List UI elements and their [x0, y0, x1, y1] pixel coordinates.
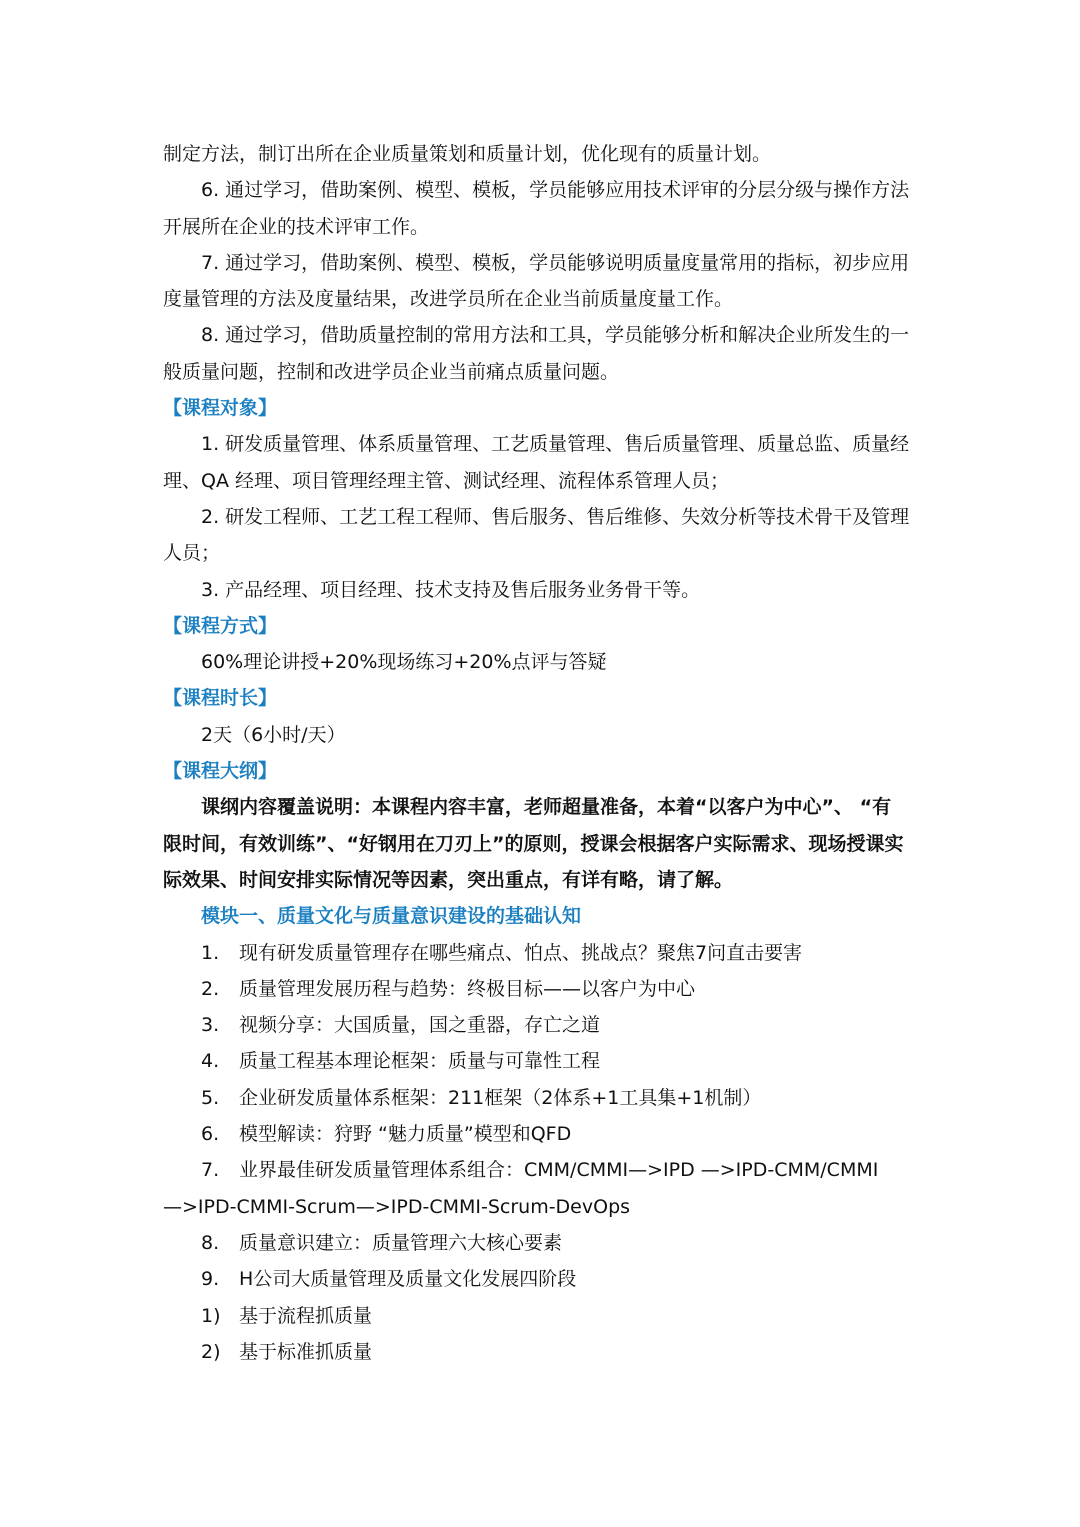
- list-item-continuation: —>IPD-CMMI-Scrum—>IPD-CMMI-Scrum-DevOps: [163, 1195, 631, 1218]
- module-title: 模块一、质量文化与质量意识建设的基础认知: [201, 905, 582, 928]
- list-text: 业界最佳研发质量管理体系组合：CMM/CMMI—>IPD —>IPD-CMM/CMMI: [239, 1159, 879, 1182]
- list-text: H公司大质量管理及质量文化发展四阶段: [239, 1268, 577, 1291]
- section-heading-target: 【课程对象】: [163, 397, 278, 420]
- list-text: 现有研发质量管理存在哪些痛点、怕点、挑战点？聚焦7问直击要害: [239, 941, 803, 964]
- list-item: [163, 1261, 918, 1297]
- target-2: 2. 研发工程师、工艺工程工程师、售后服务、售后维修、失效分析等技术骨干及管理: [201, 505, 910, 528]
- list-number: 4.: [201, 1050, 220, 1073]
- list-text: 质量管理发展历程与趋势：终极目标——以客户为中心: [239, 977, 696, 1000]
- text-line: 制定方法，制订出所在企业质量策划和质量计划，优化现有的质量计划。: [163, 143, 772, 165]
- list-item: [163, 1225, 918, 1261]
- list-number: 2.: [201, 977, 220, 1000]
- target-1: 1. 研发质量管理、体系质量管理、工艺质量管理、售后质量管理、质量总监、质量经: [201, 433, 910, 456]
- outline-note: 课纲内容覆盖说明：本课程内容丰富，老师超量准备，本着“以客户为中心”、 “有: [201, 796, 892, 819]
- text-line: 般质量问题，控制和改进学员企业当前痛点质量问题。: [163, 360, 620, 383]
- sub-list-item: [163, 1334, 918, 1370]
- list-number: 1.: [201, 941, 220, 964]
- list-item: [163, 1116, 918, 1152]
- duration-text: 2天（6小时/天）: [201, 723, 346, 746]
- list-text: 基于流程抓质量: [239, 1304, 373, 1327]
- list-text: 质量工程基本理论框架：质量与可靠性工程: [239, 1050, 601, 1073]
- outline-note-cont: 限时间，有效训练”、“好钢用在刀刃上”的原则，授课会根据客户实际需求、现场授课实: [163, 832, 904, 855]
- list-item: [163, 935, 918, 971]
- text-line: 理、QA 经理、项目管理经理主管、测试经理、流程体系管理人员；: [163, 469, 729, 492]
- document-page: [163, 136, 918, 1370]
- text-line: 人员；: [163, 542, 221, 565]
- list-number: 7.: [201, 1159, 220, 1182]
- list-number: 2): [201, 1340, 221, 1363]
- outline-note-cont: 际效果、时间安排实际情况等因素，突出重点，有详有略，请了解。: [163, 868, 734, 891]
- text-line: 开展所在企业的技术评审工作。: [163, 215, 430, 238]
- text-line: 度量管理的方法及度量结果，改进学员所在企业当前质量度量工作。: [163, 288, 734, 311]
- list-text: 视频分享：大国质量，国之重器，存亡之道: [239, 1014, 601, 1037]
- list-number: 3.: [201, 1014, 220, 1037]
- list-text: 企业研发质量体系框架：211框架（2体系+1工具集+1机制）: [239, 1086, 762, 1109]
- objective-7: 7. 通过学习，借助案例、模型、模板，学员能够说明质量度量常用的指标，初步应用: [201, 251, 910, 274]
- objective-8: 8. 通过学习，借助质量控制的常用方法和工具，学员能够分析和解决企业所发生的一: [201, 324, 910, 347]
- section-heading-method: 【课程方式】: [163, 614, 278, 637]
- section-heading-duration: 【课程时长】: [163, 687, 278, 710]
- list-text: 质量意识建立：质量管理六大核心要素: [239, 1231, 563, 1254]
- list-text: 基于标准抓质量: [239, 1340, 373, 1363]
- list-number: 6.: [201, 1123, 220, 1146]
- list-item: [163, 1007, 918, 1043]
- list-number: 1): [201, 1304, 221, 1327]
- sub-list-item: [163, 1298, 918, 1334]
- list-item: [163, 971, 918, 1007]
- target-3: 3. 产品经理、项目经理、技术支持及售后服务业务骨干等。: [201, 578, 701, 601]
- list-number: 9.: [201, 1268, 220, 1291]
- section-heading-outline: 【课程大纲】: [163, 760, 278, 783]
- list-number: 5.: [201, 1086, 220, 1109]
- list-item: [163, 1080, 918, 1116]
- list-item: [163, 1152, 918, 1188]
- list-number: 8.: [201, 1231, 220, 1254]
- objective-6: 6. 通过学习，借助案例、模型、模板，学员能够应用技术评审的分层分级与操作方法: [201, 179, 910, 202]
- method-text: 60%理论讲授+20%现场练习+20%点评与答疑: [201, 651, 607, 674]
- list-text: 模型解读：狩野 “魅力质量”模型和QFD: [239, 1123, 572, 1146]
- list-item: [163, 1043, 918, 1079]
